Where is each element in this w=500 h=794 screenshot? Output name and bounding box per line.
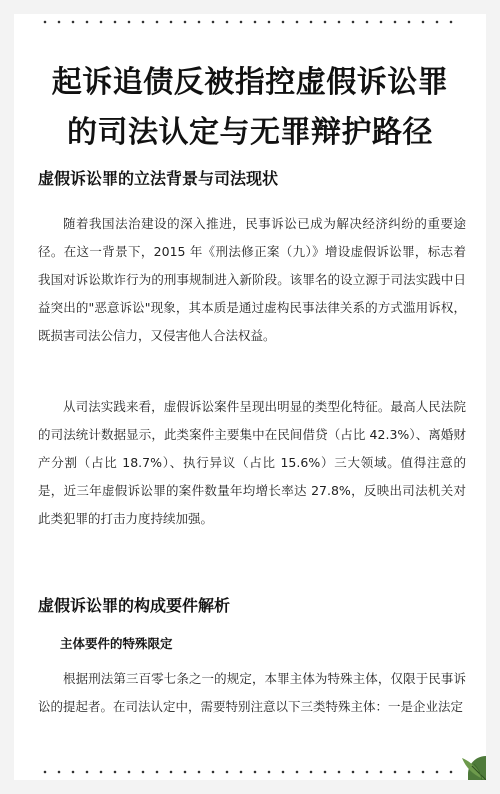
- document-page: [14, 14, 486, 780]
- section-1-heading: 虚假诉讼罪的立法背景与司法现状: [38, 169, 279, 188]
- bottom-dotted-border: [38, 770, 462, 774]
- title-line-2: 的司法认定与无罪辩护路径: [67, 115, 433, 150]
- section-2-subheading: 主体要件的特殊限定: [60, 636, 173, 651]
- leaf-icon: [432, 726, 486, 780]
- section-1-paragraph-1: 随着我国法治建设的深入推进，民事诉讼已成为解决经济纠纷的重要途径。在这一背景下，2015 年《刑法修正案（九）》增设虚假诉讼罪，标志着我国对诉讼欺诈行为的刑事规制进入新阶段。该罪名的设立源于司法实践中日益突出的"恶意诉讼"现象，其本质是通过虚构民事法律关系的方式滥用诉权，既损害司法公信力，又侵害他人合法权益。: [38, 216, 466, 343]
- section-2-heading: 虚假诉讼罪的构成要件解析: [38, 596, 231, 615]
- title-line-1: 起诉追债反被指控虚假诉讼罪: [51, 65, 449, 100]
- section-2-paragraph-1: 根据刑法第三百零七条之一的规定，本罪主体为特殊主体，仅限于民事诉讼的提起者。在司法认定中，需要特别注意以下三类特殊主体：一是企业法定: [38, 671, 466, 714]
- top-dotted-border: [38, 20, 462, 24]
- section-1-paragraph-2: 从司法实践来看，虚假诉讼案件呈现出明显的类型化特征。最高人民法院的司法统计数据显示，此类案件主要集中在民间借贷（占比 42.3%）、离婚财产分割（占比 18.7%）、执行异议（占比 15.6%）三大领域。值得注意的是，近三年虚假诉讼罪的案件数量年均增长率达 27.8%，反映出司法机关对此类犯罪的打击力度持续加强。: [38, 399, 466, 526]
- document-title: [14, 58, 486, 158]
